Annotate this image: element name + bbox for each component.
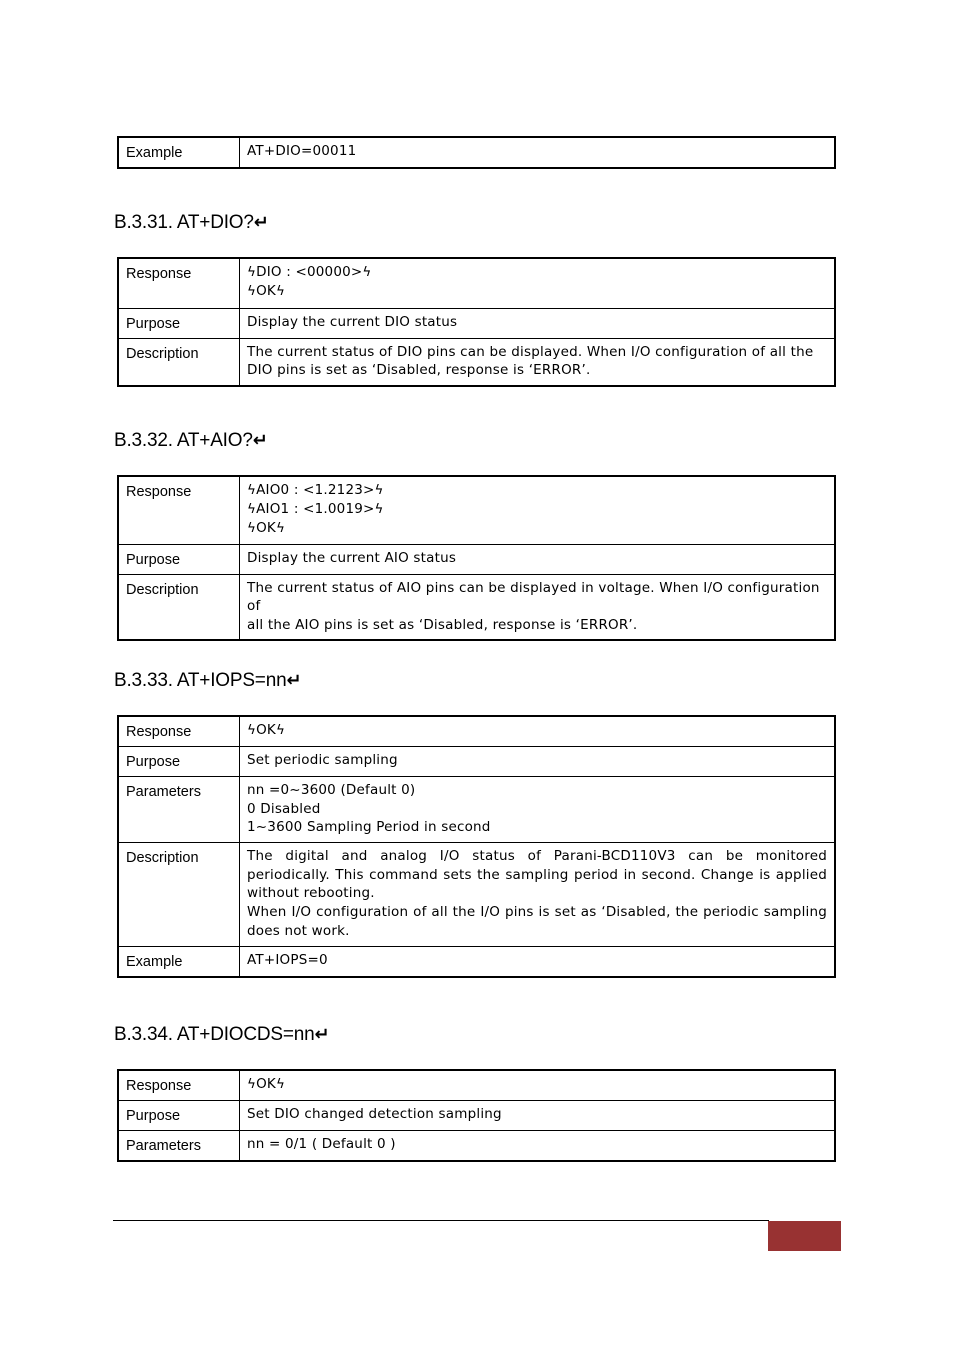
row-label: Example	[118, 137, 240, 168]
command-table	[117, 715, 836, 978]
return-icon: ↵	[286, 670, 302, 691]
return-icon: ↵	[314, 1024, 330, 1045]
command-table	[117, 1069, 836, 1162]
section-heading: B.3.33. AT+IOPS=nn↵	[114, 670, 302, 691]
row-label: Description	[118, 574, 240, 640]
row-value: Display the current AIO status	[240, 544, 836, 574]
table-row	[118, 308, 835, 338]
row-value: ϟOKϟ	[240, 716, 836, 746]
row-label: Purpose	[118, 746, 240, 776]
row-value: AT+DIO=00011	[240, 137, 836, 168]
return-icon: ↵	[252, 430, 268, 451]
row-label: Response	[118, 1070, 240, 1100]
table-row	[118, 338, 835, 386]
section-heading: B.3.34. AT+DIOCDS=nn↵	[114, 1024, 330, 1045]
row-label: Response	[118, 258, 240, 308]
row-label: Example	[118, 946, 240, 976]
row-value: The digital and analog I/O status of Parani-BCD110V3 can be monitored periodically. This command sets the sampling period in second. Change is applied without rebooting. When I/O configuration of all the I/O pins is set as ‘Disabled, the periodic sampling does not work.	[240, 842, 836, 946]
row-value: nn = 0/1 ( Default 0 )	[240, 1130, 836, 1160]
table-row	[118, 137, 835, 168]
section-heading: B.3.31. AT+DIO?↵	[114, 212, 269, 233]
row-value: AT+IOPS=0	[240, 946, 836, 976]
command-table	[117, 475, 836, 641]
table-row	[118, 746, 835, 776]
table-row	[118, 476, 835, 544]
row-value: ϟDIO : <00000>ϟ ϟOKϟ	[240, 258, 836, 308]
row-value: The current status of DIO pins can be displayed. When I/O configuration of all the DIO pins is set as ‘Disabled, response is ‘ERROR’.	[240, 338, 836, 386]
row-label: Purpose	[118, 308, 240, 338]
table-row	[118, 776, 835, 842]
row-label: Response	[118, 716, 240, 746]
table-row	[118, 258, 835, 308]
command-table	[117, 257, 836, 387]
row-label: Purpose	[118, 1100, 240, 1130]
table-row	[118, 946, 835, 976]
row-value: Set DIO changed detection sampling	[240, 1100, 836, 1130]
row-value: The current status of AIO pins can be displayed in voltage. When I/O configuration of all the AIO pins is set as ‘Disabled, response is ‘ERROR’.	[240, 574, 836, 640]
row-value: Set periodic sampling	[240, 746, 836, 776]
table-row	[118, 1130, 835, 1160]
row-label: Response	[118, 476, 240, 544]
row-label: Parameters	[118, 1130, 240, 1160]
table-row	[118, 1100, 835, 1130]
table-row	[118, 842, 835, 946]
example-table	[117, 136, 836, 169]
page-number-box	[768, 1221, 841, 1251]
row-value: nn =0~3600 (Default 0) 0 Disabled 1~3600 Sampling Period in second	[240, 776, 836, 842]
section-heading: B.3.32. AT+AIO?↵	[114, 430, 268, 451]
return-icon: ↵	[253, 212, 269, 233]
table-row	[118, 1070, 835, 1100]
row-label: Parameters	[118, 776, 240, 842]
table-row	[118, 574, 835, 640]
row-value: ϟAIO0 : <1.2123>ϟ ϟAIO1 : <1.0019>ϟ ϟOKϟ	[240, 476, 836, 544]
row-label: Description	[118, 842, 240, 946]
table-row	[118, 716, 835, 746]
row-label: Purpose	[118, 544, 240, 574]
row-label: Description	[118, 338, 240, 386]
table-row	[118, 544, 835, 574]
row-value: ϟOKϟ	[240, 1070, 836, 1100]
row-value: Display the current DIO status	[240, 308, 836, 338]
footer-rule	[113, 1220, 769, 1221]
